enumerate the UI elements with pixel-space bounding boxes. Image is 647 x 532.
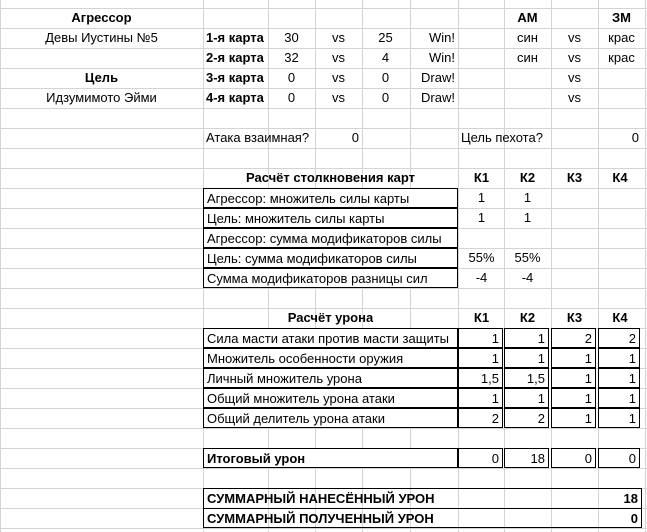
damage-value[interactable]: 1 [458,328,503,348]
grid-row-line [0,468,647,469]
card-vs-suit[interactable]: vs [568,50,581,65]
card-vs-suit[interactable]: vs [568,90,581,105]
clash-value[interactable] [504,228,551,248]
mutual-attack-value[interactable]: 0 [351,130,359,145]
damage-row-label[interactable]: Сила масти атаки против масти защиты [203,328,458,348]
card-label[interactable]: 4-я карта [206,90,264,105]
card-zm-suit[interactable] [598,68,645,88]
damage-value[interactable]: 2 [551,328,596,348]
clash-value[interactable]: 1 [523,210,532,225]
card-zm-suit[interactable]: крас [608,30,635,45]
damage-title[interactable]: Расчёт урона [287,310,374,325]
clash-value[interactable] [598,228,642,248]
card-zm-suit[interactable] [598,88,645,108]
card-vs[interactable]: vs [332,50,345,65]
zm-header[interactable]: ЗМ [612,10,631,25]
clash-value[interactable] [551,208,598,228]
grid-row-line [0,148,647,149]
damage-row-label[interactable]: Общий делитель урона атаки [203,408,458,428]
clash-value[interactable]: -4 [475,270,488,285]
card-target-power[interactable]: 4 [381,50,390,65]
damage-value[interactable]: 1,5 [504,368,549,388]
damage-value[interactable]: 1 [551,388,596,408]
damage-total-value[interactable]: 0 [551,448,596,468]
grid-column-line [645,0,646,532]
clash-value[interactable]: 1 [477,210,486,225]
card-am-suit[interactable] [504,68,551,88]
card-aggressor-power[interactable]: 30 [284,30,299,45]
card-result[interactable]: Win! [429,50,455,65]
clash-value[interactable]: 55% [514,250,541,265]
damage-row-label[interactable]: Общий множитель урона атаки [203,388,458,408]
infantry-label[interactable]: Цель пехота? [461,130,543,145]
card-target-power[interactable]: 0 [381,90,390,105]
damage-total-value[interactable]: 0 [458,448,503,468]
clash-column-header[interactable]: К2 [519,170,536,185]
clash-column-header[interactable]: К1 [473,170,490,185]
clash-column-header[interactable]: К3 [566,170,583,185]
card-target-power[interactable]: 25 [378,30,393,45]
aggressor-label[interactable]: Агрессор [71,10,132,25]
clash-value[interactable] [551,188,598,208]
clash-value[interactable]: 1 [477,190,486,205]
mutual-attack-label[interactable]: Атака взаимная? [206,130,310,145]
card-aggressor-power[interactable]: 0 [287,70,296,85]
card-aggressor-power[interactable]: 32 [284,50,299,65]
damage-value[interactable]: 1 [551,348,596,368]
card-label[interactable]: 1-я карта [206,30,264,45]
damage-value[interactable]: 1 [598,348,640,368]
damage-value[interactable]: 1 [551,408,596,428]
card-vs-suit[interactable]: vs [568,30,581,45]
clash-row-label[interactable]: Цель: множитель силы карты [203,208,458,228]
card-result[interactable]: Win! [429,30,455,45]
card-result[interactable]: Draw! [421,70,455,85]
damage-value[interactable]: 1 [504,388,549,408]
clash-value[interactable] [551,248,598,268]
clash-value[interactable] [598,188,642,208]
aggressor-name[interactable]: Девы Иустины №5 [45,30,158,45]
card-am-suit[interactable]: син [517,30,538,45]
target-name[interactable]: Идзумимото Эйми [46,90,157,105]
damage-value[interactable]: 1 [598,388,640,408]
summary-received-label[interactable]: СУММАРНЫЙ ПОЛУЧЕННЫЙ УРОН [203,508,598,528]
card-aggressor-power[interactable]: 0 [287,90,296,105]
damage-row-label[interactable]: Личный множитель урона [203,368,458,388]
clash-value[interactable]: -4 [521,270,534,285]
summary-received-value[interactable]: 0 [598,508,642,528]
damage-value[interactable]: 2 [458,408,503,428]
clash-row-label[interactable]: Цель: сумма модификаторов силы [203,248,458,268]
damage-value[interactable]: 1 [504,328,549,348]
summary-dealt-label[interactable]: СУММАРНЫЙ НАНЕСЁННЫЙ УРОН [203,488,598,508]
clash-value[interactable]: 55% [468,250,495,265]
damage-column-header[interactable]: К3 [566,310,583,325]
clash-row-label[interactable]: Агрессор: множитель силы карты [203,188,458,208]
damage-total-value[interactable]: 18 [504,448,549,468]
damage-value[interactable]: 1 [504,348,549,368]
target-label[interactable]: Цель [84,70,119,85]
damage-value[interactable]: 2 [598,328,640,348]
damage-column-header[interactable]: К2 [519,310,536,325]
damage-column-header[interactable]: К1 [473,310,490,325]
clash-title[interactable]: Расчёт столкновения карт [246,170,415,185]
clash-row-label[interactable]: Сумма модификаторов разницы сил [203,268,458,288]
infantry-value[interactable]: 0 [631,130,639,145]
clash-value[interactable] [551,268,598,288]
card-am-suit[interactable] [504,88,551,108]
damage-column-header[interactable]: К4 [612,310,628,325]
card-vs[interactable]: vs [332,90,345,105]
damage-value[interactable]: 1,5 [458,368,503,388]
damage-row-label[interactable]: Множитель особенности оружия [203,348,458,368]
card-vs[interactable]: vs [332,30,345,45]
clash-value[interactable] [598,248,642,268]
card-label[interactable]: 3-я карта [206,70,264,85]
damage-value[interactable]: 1 [458,348,503,368]
damage-total-label[interactable]: Итоговый урон [203,448,458,468]
clash-row-label[interactable]: Агрессор: сумма модификаторов силы [203,228,458,248]
card-label[interactable]: 2-я карта [206,50,264,65]
damage-value[interactable]: 1 [551,368,596,388]
damage-value[interactable]: 2 [504,408,549,428]
summary-dealt-value[interactable]: 18 [598,488,642,508]
damage-value[interactable]: 1 [598,408,640,428]
card-am-suit[interactable]: син [517,50,538,65]
clash-value[interactable]: 1 [523,190,532,205]
damage-value[interactable]: 1 [598,368,640,388]
clash-value[interactable] [551,228,598,248]
clash-column-header[interactable]: К4 [612,170,628,185]
card-vs[interactable]: vs [332,70,345,85]
clash-value[interactable] [458,228,505,248]
am-header[interactable]: АМ [517,10,538,25]
card-vs-suit[interactable]: vs [568,70,581,85]
damage-total-value[interactable]: 0 [598,448,640,468]
grid-row-line [0,108,647,109]
damage-value[interactable]: 1 [458,388,503,408]
card-target-power[interactable]: 0 [381,70,390,85]
clash-value[interactable] [598,208,642,228]
clash-value[interactable] [598,268,642,288]
card-result[interactable]: Draw! [421,90,455,105]
card-zm-suit[interactable]: крас [608,50,635,65]
